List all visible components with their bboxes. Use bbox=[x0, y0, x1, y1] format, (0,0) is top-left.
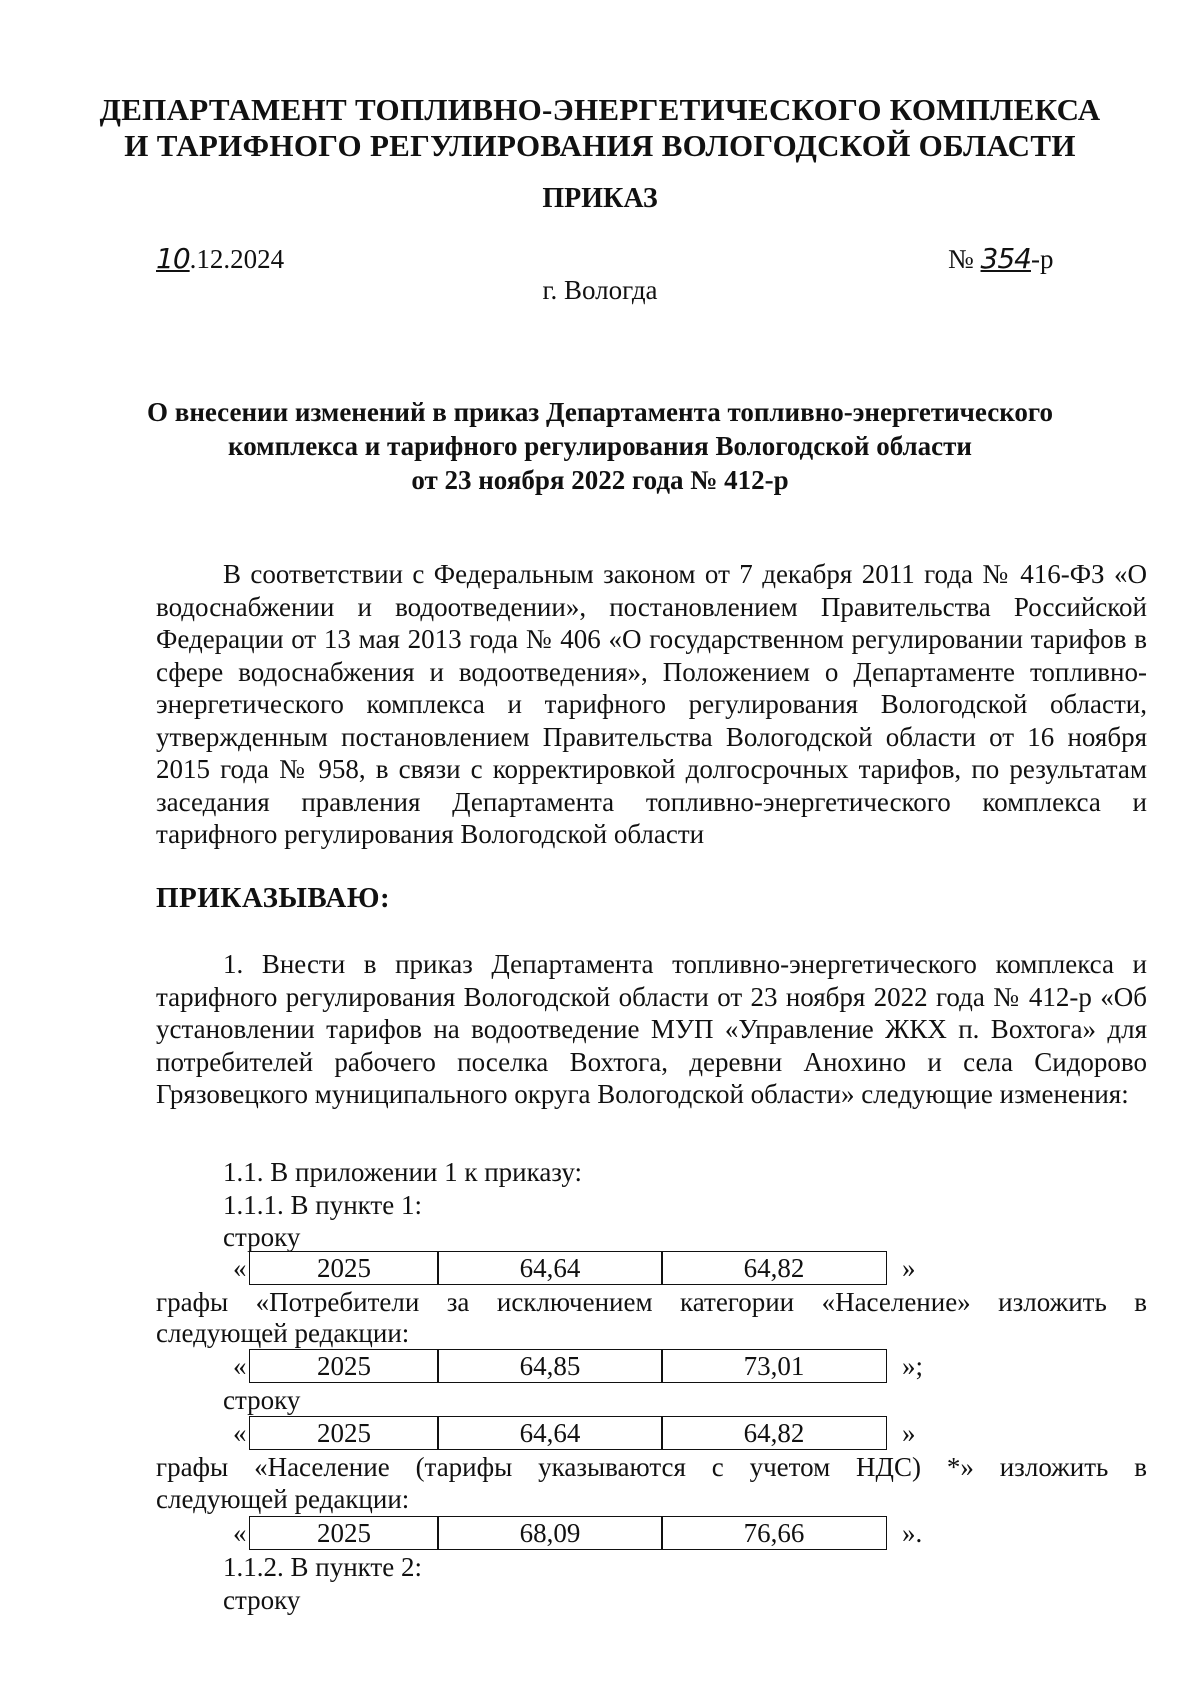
cell-value-1: 64,64 bbox=[437, 1416, 663, 1450]
city: г. Вологда bbox=[542, 275, 658, 305]
cell-value-2: 76,66 bbox=[661, 1516, 887, 1550]
number-handwritten: 354 bbox=[980, 242, 1031, 275]
date-day-handwritten: 10 bbox=[156, 242, 190, 275]
cell-value-2: 64,82 bbox=[661, 1251, 887, 1285]
subject-line1: О внесении изменений в приказ Департамента топливно-энергетического bbox=[146, 397, 1053, 427]
department-name-line2: И ТАРИФНОГО РЕГУЛИРОВАНИЯ ВОЛОГОДСКОЙ ОБЛАСТИ bbox=[124, 128, 1076, 163]
grafy-line-1: графы «Потребители за исключением категории «Население» изложить в bbox=[156, 1287, 1147, 1317]
next-edition-2: следующей редакции: bbox=[156, 1484, 410, 1514]
number-prefix: № bbox=[948, 244, 981, 274]
cell-value-1: 64,85 bbox=[437, 1349, 663, 1383]
department-name-line1: ДЕПАРТАМЕНТ ТОПЛИВНО-ЭНЕРГЕТИЧЕСКОГО КОМПЛЕКСА bbox=[99, 92, 1101, 127]
cell-value-1: 68,09 bbox=[437, 1516, 663, 1550]
order-word: ПРИКАЗЫВАЮ: bbox=[156, 882, 391, 914]
item-1-1-2: 1.1.2. В пункте 2: bbox=[223, 1552, 422, 1582]
cell-year: 2025 bbox=[249, 1251, 439, 1285]
grafy-line-2: графы «Население (тарифы указываются с учетом НДС) *» изложить в bbox=[156, 1452, 1147, 1482]
cell-year: 2025 bbox=[249, 1516, 439, 1550]
quote-close: » bbox=[902, 1418, 916, 1448]
word-stroku: строку bbox=[223, 1585, 301, 1615]
quote-open: « bbox=[233, 1351, 247, 1381]
cell-year: 2025 bbox=[249, 1349, 439, 1383]
number-suffix: -р bbox=[1030, 244, 1054, 274]
item-1-1-1: 1.1.1. В пункте 1: bbox=[223, 1190, 422, 1220]
word-stroku: строку bbox=[223, 1385, 301, 1415]
subject-line2: комплекса и тарифного регулирования Вологодской области bbox=[228, 431, 972, 461]
subject-line3: от 23 ноября 2022 года № 412-р bbox=[411, 465, 789, 495]
quote-open: « bbox=[233, 1518, 247, 1548]
cell-value-2: 73,01 bbox=[661, 1349, 887, 1383]
quote-close: ». bbox=[902, 1518, 923, 1548]
word-stroku: строку bbox=[223, 1222, 301, 1252]
preamble: В соответствии с Федеральным законом от 7 декабря 2011 года № 416-ФЗ «О водоснабжении и водоотведении», постановлением Правительства Российской Федерации от 13 мая 2013 года № 406 «О государственном регулировании тарифов в сфере водоснабжения и водоотведения», Положением о Департаменте топливно-энергетического комплекса и тарифного регулирования Вологодской области, утвержденным постановлением Правительства Вологодской области от 16 ноября 2015 года № 958, в связи с корректировкой долгосрочных тарифов, по результатам заседания правления Департамента топливно-энергетического комплекса и тарифного регулирования Вологодской области bbox=[156, 559, 1147, 849]
order-date bbox=[156, 242, 284, 275]
quote-open: « bbox=[233, 1253, 247, 1283]
item-1: 1. Внести в приказ Департамента топливно-энергетического комплекса и тарифного регулирования Вологодской области от 23 ноября 2022 года № 412-р «Об установлении тарифов на водоотведение МУП «Управление ЖКХ п. Вохтога» для потребителей рабочего поселка Вохтога, деревни Анохино и села Сидорово Грязовецкого муниципального округа Вологодской области» следующие изменения: bbox=[156, 949, 1147, 1109]
next-edition-1: следующей редакции: bbox=[156, 1318, 410, 1348]
date-rest: .12.2024 bbox=[189, 244, 285, 274]
cell-value-2: 64,82 bbox=[661, 1416, 887, 1450]
document-type: ПРИКАЗ bbox=[542, 183, 658, 214]
cell-year: 2025 bbox=[249, 1416, 439, 1450]
quote-open: « bbox=[233, 1418, 247, 1448]
order-number bbox=[948, 242, 1053, 275]
quote-close: »; bbox=[902, 1351, 924, 1381]
quote-close: » bbox=[902, 1253, 916, 1283]
cell-value-1: 64,64 bbox=[437, 1251, 663, 1285]
item-1-1: 1.1. В приложении 1 к приказу: bbox=[223, 1157, 583, 1187]
